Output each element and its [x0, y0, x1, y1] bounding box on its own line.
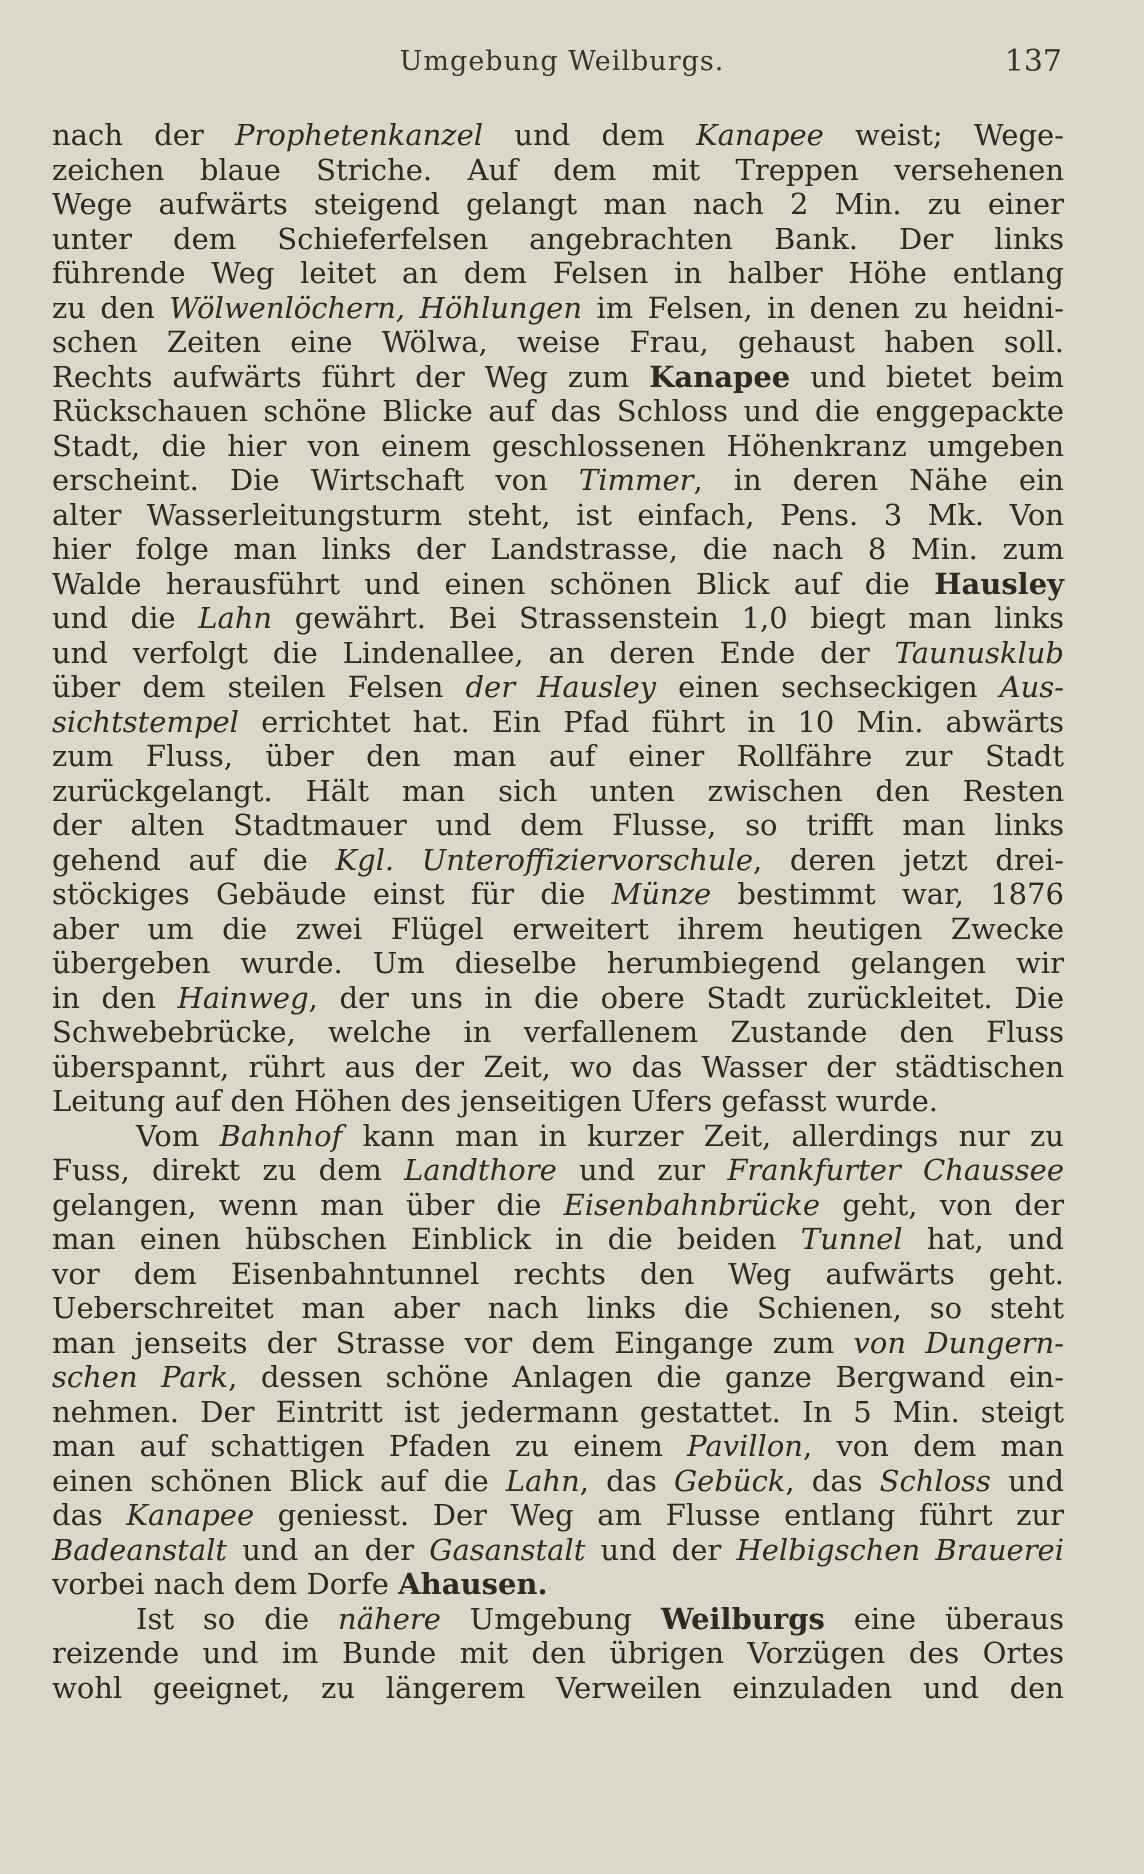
text-line: wohl geeignet, zu längerem Verweilen einzuladen und den — [52, 1670, 1064, 1705]
text-line: gehend auf die Kgl. Unteroffiziervorschule, deren jetzt drei- — [52, 842, 1064, 877]
text-line: reizende und im Bunde mit den übrigen Vorzügen des Ortes — [52, 1636, 1064, 1670]
text-line: alter Wasserleitungsturm steht, ist einfach, Pens. 3 Mk. Von — [52, 497, 1064, 532]
text-line: über dem steilen Felsen der Hausley einen sechseckigen Aus- — [52, 670, 1064, 704]
text-line: einen schönen Blick auf die Lahn, das Gebück, das Schloss und — [52, 1463, 1065, 1498]
text-line: Ist so die nähere Umgebung Weilburgs eine überaus — [136, 1601, 1064, 1636]
text-line: und verfolgt die Lindenallee, an deren Ende der Taunusklub — [52, 635, 1064, 670]
text-line: überspannt, rührt aus der Zeit, wo das Wasser der städtischen — [52, 1049, 1064, 1084]
text-line: Walde herausführt und einen schönen Blick auf die Hausley — [52, 566, 1064, 601]
text-line: Leitung auf den Höhen des jenseitigen Ufers gefasst wurde. — [52, 1084, 939, 1118]
text-line: man jenseits der Strasse vor dem Eingange zum von Dungern- — [52, 1325, 1064, 1360]
page-number: 137 — [1004, 44, 1062, 79]
text-line: und die Lahn gewährt. Bei Strassenstein 1,0 biegt man links — [52, 601, 1064, 635]
running-title: Umgebung Weilburgs. — [399, 46, 725, 77]
text-line: hier folge man links der Landstrasse, die nach 8 Min. zum — [52, 532, 1064, 566]
text-line: nehmen. Der Eintritt ist jedermann gestattet. In 5 Min. steigt — [52, 1394, 1064, 1429]
text-line: der alten Stadtmauer und dem Flusse, so trifft man links — [52, 808, 1064, 842]
text-line: Badeanstalt und an der Gasanstalt und der Helbigschen Brauerei — [52, 1532, 1064, 1567]
text-line: Ueberschreitet man aber nach links die Schienen, so steht — [52, 1291, 1064, 1325]
text-line: Fuss, direkt zu dem Landthore und zur Frankfurter Chaussee — [52, 1153, 1064, 1187]
text-line: Stadt, die hier von einem geschlossenen Höhenkranz umgeben — [52, 428, 1064, 463]
text-line: Rückschauen schöne Blicke auf das Schloss und die enggepackte — [52, 394, 1064, 428]
text-line: zurückgelangt. Hält man sich unten zwischen den Resten — [52, 773, 1064, 808]
text-line: zu den Wölwenlöchern, Höhlungen im Felsen, in denen zu heidni- — [52, 290, 1065, 325]
text-line: in den Hainweg, der uns in die obere Stadt zurückleitet. Die — [52, 980, 1064, 1015]
text-line: zum Fluss, über den man auf einer Rollfähre zur Stadt — [52, 739, 1064, 773]
text-line: das Kanapee geniesst. Der Weg am Flusse entlang führt zur — [52, 1498, 1064, 1532]
body-text — [52, 118, 1064, 1705]
text-line: man auf schattigen Pfaden zu einem Pavillon, von dem man — [52, 1429, 1064, 1463]
text-line: man einen hübschen Einblick in die beiden Tunnel hat, und — [52, 1222, 1064, 1256]
text-line: Schwebebrücke, welche in verfallenem Zustande den Fluss — [52, 1015, 1064, 1049]
text-line: übergeben wurde. Um dieselbe herumbiegend gelangen wir — [52, 946, 1064, 980]
text-line: stöckiges Gebäude einst für die Münze bestimmt war, 1876 — [52, 877, 1064, 911]
text-line: unter dem Schieferfelsen angebrachten Bank. Der links — [52, 221, 1064, 256]
running-head — [52, 46, 1072, 86]
text-line: nach der Prophetenkanzel und dem Kanapee weist; Wege- — [52, 118, 1064, 152]
text-line: schen Zeiten eine Wölwa, weise Frau, gehaust haben soll. — [52, 325, 1064, 359]
text-line: erscheint. Die Wirtschaft von Timmer, in deren Nähe ein — [52, 463, 1064, 497]
text-line: sichtstempel errichtet hat. Ein Pfad führt in 10 Min. abwärts — [52, 704, 1064, 739]
text-line: zeichen blaue Striche. Auf dem mit Treppen versehenen — [52, 152, 1064, 187]
text-line: gelangen, wenn man über die Eisenbahnbrücke geht, von der — [52, 1187, 1064, 1222]
text-line: schen Park, dessen schöne Anlagen die ganze Bergwand ein- — [52, 1360, 1065, 1394]
text-line: Vom Bahnhof kann man in kurzer Zeit, allerdings nur zu — [136, 1118, 1064, 1153]
text-line: führende Weg leitet an dem Felsen in halber Höhe entlang — [52, 256, 1064, 290]
text-line: Wege aufwärts steigend gelangt man nach 2 Min. zu einer — [52, 187, 1064, 221]
text-line: Rechts aufwärts führt der Weg zum Kanapee und bietet beim — [52, 359, 1064, 394]
text-line: vor dem Eisenbahntunnel rechts den Weg aufwärts geht. — [52, 1256, 1064, 1291]
text-line: aber um die zwei Flügel erweitert ihrem heutigen Zwecke — [52, 911, 1064, 946]
text-line: vorbei nach dem Dorfe Ahausen. — [52, 1567, 548, 1601]
